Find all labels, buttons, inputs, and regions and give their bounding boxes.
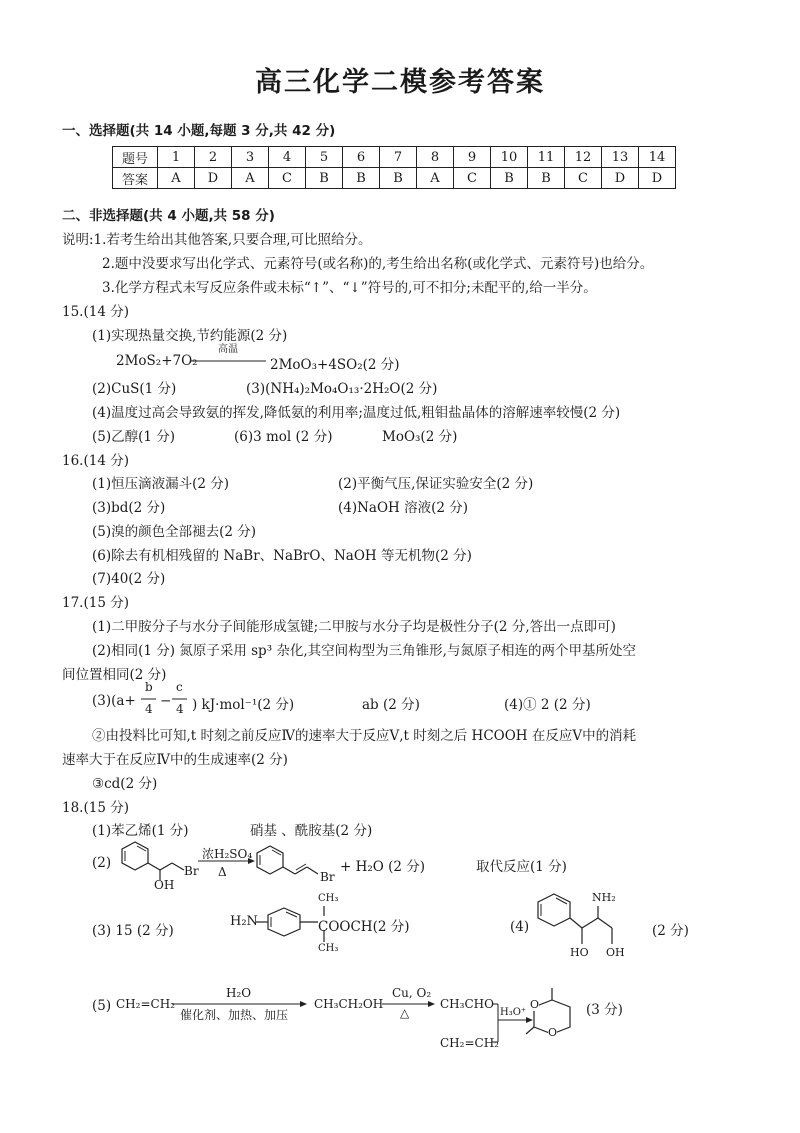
q18-answer-1b: 硝基 、酰胺基(2 分) [250,823,373,839]
q18-step2-condition: △ [400,1006,410,1020]
table-cell: 10 [491,147,528,168]
q15-answer-1: (1)实现热量交换,节约能源(2 分) [92,328,288,344]
q17-answer-4-1: (4)① 2 (2 分) [504,697,591,713]
q17-answer-2b: 间位置相同(2 分) [62,667,167,683]
table-cell: A [417,168,454,189]
q18-answer-5-score: (3 分) [586,1002,623,1018]
table-cell: C [454,168,491,189]
table-cell: B [306,168,343,189]
q18-methyl-top: CH₃ [318,893,339,904]
q18-amine-label: NH₂ [592,891,616,904]
table-cell: D [639,168,676,189]
q18-answer-1: (1)苯乙烯(1 分) [92,823,189,839]
row-label-answer: 答案 [113,168,158,189]
q17-answer-3-ab: ab (2 分) [362,697,420,713]
table-cell: C [565,168,602,189]
q17-fraction-c-denominator: 4 [176,702,184,716]
q17-fraction-b-numerator: b [145,680,153,694]
q18-amino-label: H₂N [230,914,258,929]
table-cell: B [343,168,380,189]
q16-answer-1: (1)恒压滴液漏斗(2 分) [92,476,230,492]
q15-answer-3: (3)(NH₄)₂Mo₄O₁₃·2H₂O(2 分) [246,381,438,397]
q17-fraction-b-denominator: 4 [145,702,153,716]
table-cell: C [269,168,306,189]
table-cell: D [602,168,639,189]
q18-step1-conditions: 催化剂、加热、加压 [180,1008,289,1022]
q15-equation-right: 2MoO₃+4SO₂(2 分) [270,357,400,373]
q16-answer-4: (4)NaOH 溶液(2 分) [338,500,469,516]
q18-hydroxyl-label: OH [154,878,175,892]
q18-answer-5-label: (5) [92,998,112,1014]
q17-heading: 17.(15 分) [62,595,129,611]
q18-start-ethylene: CH₂=CH₂ [116,997,175,1011]
q16-answer-5: (5)溴的颜色全部褪去(2 分) [92,524,257,540]
table-cell: 7 [380,147,417,168]
q18-water-product: + H₂O (2 分) [340,859,426,875]
q18-answer-2-label: (2) [92,855,112,871]
q17-answer-4-2b: 速率大于在反应Ⅳ中的生成速率(2 分) [62,752,288,768]
table-cell: D [195,168,232,189]
q16-answer-7: (7)40(2 分) [92,571,166,587]
q18-right-hydroxyl-label: OH [606,946,625,959]
q15-answer-2: (2)CuS(1 分) [92,381,177,397]
q15-equation-left: 2MoS₂+7O₂ [116,353,198,369]
q18-product-ethanol: CH₃CH₂OH [314,997,384,1011]
q17-answer-3-suffix: ) kJ·mol⁻¹(2 分) [192,697,295,713]
q17-answer-4-3: ③cd(2 分) [92,776,158,792]
table-cell: B [491,168,528,189]
note-1: 说明:1.若考生给出其他答案,只要合理,可比照给分。 [62,232,372,248]
section2-heading: 二、非选择题(共 4 小题,共 58 分) [62,208,275,224]
q18-condition-label: Δ [218,865,227,879]
table-cell: 12 [565,147,602,168]
q15-equation-condition: 高温 [218,344,238,355]
table-cell: 8 [417,147,454,168]
row-label-number: 题号 [113,147,158,168]
table-cell: A [158,168,195,189]
table-cell: 14 [639,147,676,168]
q18-step1-reagent: H₂O [226,986,252,1000]
q18-methyl-bottom: CH₃ [318,943,339,954]
q15-answer-6b: MoO₃(2 分) [382,429,458,445]
q18-left-hydroxyl-label: HO [570,946,589,959]
q15-answer-4: (4)温度过高会导致氨的挥发,降低氨的利用率;温度过低,粗钼盐晶体的溶解速率较慢(2 分) [92,405,621,421]
q17-answer-2a: (2)相同(1 分) 氮原子采用 sp³ 杂化,其空间构型为三角锥形,与氮原子相连的两个甲基所处空 [92,643,636,659]
q16-answer-2: (2)平衡气压,保证实验安全(2 分) [338,476,534,492]
table-cell: 9 [454,147,491,168]
page-title: 高三化学二模参考答案 [255,67,545,98]
q16-answer-3: (3)bd(2 分) [92,500,166,516]
table-cell: 2 [195,147,232,168]
table-cell: 4 [269,147,306,168]
section1-heading: 一、选择题(共 14 小题,每题 3 分,共 42 分) [62,123,336,139]
q18-reagent-label: 浓H₂SO₄ [202,847,253,861]
q18-ring-oxygen-2: O [548,1026,558,1039]
q18-product-acetaldehyde: CH₃CHO [440,997,494,1011]
q17-answer-4-2a: ②由投料比可知,t 时刻之前反应Ⅳ的速率大于反应Ⅴ,t 时刻之后 HCOOH 在反应Ⅴ中的消耗 [92,728,637,744]
table-cell: 6 [343,147,380,168]
q18-product-bromine-label: Br [320,870,335,884]
q18-ester-label: COOCH(2 分) [318,919,410,935]
table-cell: 1 [158,147,195,168]
q17-fraction-c-numerator: c [176,680,183,694]
q18-step3-reagent: H₃O⁺ [500,1007,527,1018]
table-cell: A [232,168,269,189]
q18-heading: 18.(15 分) [62,800,129,816]
note-2: 2.题中没要求写出化学式、元素符号(或名称)的,考生给出名称(或化学式、元素符号)也给分。 [102,256,654,272]
q18-answer-4-score: (2 分) [652,923,689,939]
q18-ring-oxygen-1: O [530,998,540,1011]
table-cell: 3 [232,147,269,168]
q15-answer-5: (5)乙醇(1 分) [92,429,176,445]
q17-answer-3-prefix: (3)(a+ [92,693,136,709]
q15-answer-6: (6)3 mol (2 分) [234,429,333,445]
note-3: 3.化学方程式未写反应条件或未标“↑”、“↓”符号的,可不扣分;未配平的,给一半分。 [102,280,597,296]
q18-answer-4-label: (4) [510,919,530,935]
q16-answer-6: (6)除去有机相残留的 NaBr、NaBrO、NaOH 等无机物(2 分) [92,548,472,564]
table-cell: 5 [306,147,343,168]
table-cell: 13 [602,147,639,168]
table-cell: 11 [528,147,565,168]
q18-bromine-label: Br [184,864,199,878]
table-cell: B [528,168,565,189]
q18-reaction-type: 取代反应(1 分) [476,859,567,875]
q15-heading: 15.(14 分) [62,304,129,320]
q18-answer-3-label: (3) 15 (2 分) [92,923,174,939]
q16-heading: 16.(14 分) [62,453,129,469]
q17-answer-1: (1)二甲胺分子与水分子间能形成氢键;二甲胺与水分子均是极性分子(2 分,答出一点即可) [92,619,616,635]
q17-minus: − [160,693,172,709]
q18-second-ethylene: CH₂=CH₂ [440,1036,499,1050]
q18-step2-reagent: Cu, O₂ [392,986,432,1000]
table-cell: B [380,168,417,189]
